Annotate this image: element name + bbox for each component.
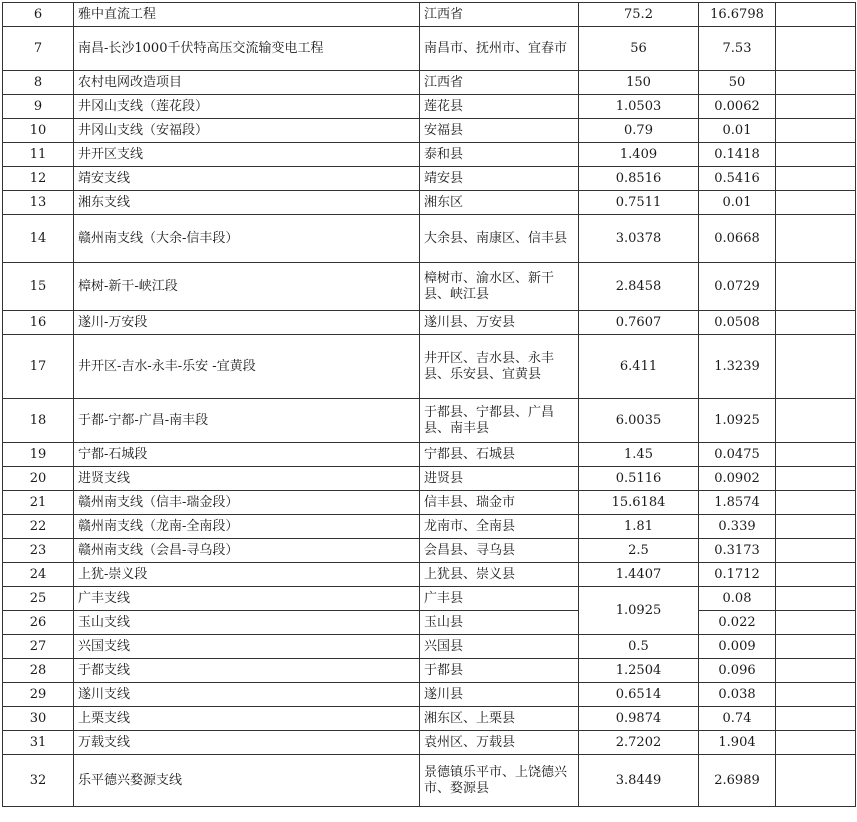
empty-cell — [776, 707, 856, 731]
empty-cell — [776, 683, 856, 707]
empty-cell — [776, 443, 856, 467]
empty-cell — [776, 491, 856, 515]
value-2: 0.022 — [699, 611, 776, 635]
project-area: 于都县、宁都县、广昌县、南丰县 — [420, 399, 579, 443]
row-number: 28 — [3, 659, 74, 683]
project-name: 玉山支线 — [74, 611, 420, 635]
empty-cell — [776, 731, 856, 755]
project-area: 安福县 — [420, 119, 579, 143]
project-name: 进贤支线 — [74, 467, 420, 491]
value-1: 1.409 — [579, 143, 699, 167]
project-area: 江西省 — [420, 71, 579, 95]
table-row — [3, 515, 856, 539]
project-area: 袁州区、万载县 — [420, 731, 579, 755]
value-2: 0.038 — [699, 683, 776, 707]
project-area: 进贤县 — [420, 467, 579, 491]
project-name: 上栗支线 — [74, 707, 420, 731]
row-number: 6 — [3, 3, 74, 27]
value-1: 15.6184 — [579, 491, 699, 515]
table-row — [3, 491, 856, 515]
value-1: 3.0378 — [579, 215, 699, 263]
value-2: 0.1418 — [699, 143, 776, 167]
project-name: 于都-宁都-广昌-南丰段 — [74, 399, 420, 443]
project-area: 玉山县 — [420, 611, 579, 635]
project-area: 于都县 — [420, 659, 579, 683]
row-number: 26 — [3, 611, 74, 635]
value-2: 1.3239 — [699, 335, 776, 399]
table-row — [3, 119, 856, 143]
project-name: 遂川-万安段 — [74, 311, 420, 335]
empty-cell — [776, 119, 856, 143]
value-1: 0.7511 — [579, 191, 699, 215]
project-name: 樟树-新干-峡江段 — [74, 263, 420, 311]
project-area: 江西省 — [420, 3, 579, 27]
value-1: 6.411 — [579, 335, 699, 399]
empty-cell — [776, 539, 856, 563]
table-row — [3, 27, 856, 71]
project-name: 赣州南支线（信丰-瑞金段） — [74, 491, 420, 515]
project-name: 于都支线 — [74, 659, 420, 683]
empty-cell — [776, 611, 856, 635]
empty-cell — [776, 587, 856, 611]
row-number: 23 — [3, 539, 74, 563]
value-1: 1.0503 — [579, 95, 699, 119]
row-number: 32 — [3, 755, 74, 807]
project-area: 上犹县、崇义县 — [420, 563, 579, 587]
empty-cell — [776, 563, 856, 587]
table-row — [3, 167, 856, 191]
value-1: 1.0925 — [579, 587, 699, 635]
empty-cell — [776, 143, 856, 167]
row-number: 25 — [3, 587, 74, 611]
value-2: 7.53 — [699, 27, 776, 71]
table-row — [3, 707, 856, 731]
value-1: 56 — [579, 27, 699, 71]
project-area: 湘东区 — [420, 191, 579, 215]
project-name: 井冈山支线（安福段） — [74, 119, 420, 143]
value-1: 2.8458 — [579, 263, 699, 311]
table-row — [3, 611, 856, 635]
row-number: 16 — [3, 311, 74, 335]
row-number: 30 — [3, 707, 74, 731]
row-number: 7 — [3, 27, 74, 71]
value-2: 0.74 — [699, 707, 776, 731]
value-2: 1.0925 — [699, 399, 776, 443]
project-area: 遂川县、万安县 — [420, 311, 579, 335]
table-row — [3, 563, 856, 587]
project-name: 赣州南支线（大余-信丰段） — [74, 215, 420, 263]
row-number: 24 — [3, 563, 74, 587]
table-row — [3, 191, 856, 215]
empty-cell — [776, 659, 856, 683]
value-1: 0.79 — [579, 119, 699, 143]
row-number: 20 — [3, 467, 74, 491]
value-2: 0.0729 — [699, 263, 776, 311]
project-area: 大余县、南康区、信丰县 — [420, 215, 579, 263]
row-number: 21 — [3, 491, 74, 515]
value-2: 50 — [699, 71, 776, 95]
table-row — [3, 587, 856, 611]
project-name: 兴国支线 — [74, 635, 420, 659]
value-1: 1.2504 — [579, 659, 699, 683]
value-1: 2.5 — [579, 539, 699, 563]
row-number: 10 — [3, 119, 74, 143]
project-area: 会昌县、寻乌县 — [420, 539, 579, 563]
empty-cell — [776, 191, 856, 215]
value-2: 0.01 — [699, 191, 776, 215]
row-number: 22 — [3, 515, 74, 539]
value-2: 0.5416 — [699, 167, 776, 191]
project-name: 南昌-长沙1000千伏特高压交流输变电工程 — [74, 27, 420, 71]
value-1: 75.2 — [579, 3, 699, 27]
table-row — [3, 683, 856, 707]
row-number: 18 — [3, 399, 74, 443]
value-2: 0.0668 — [699, 215, 776, 263]
value-1: 0.9874 — [579, 707, 699, 731]
project-area: 宁都县、石城县 — [420, 443, 579, 467]
empty-cell — [776, 335, 856, 399]
row-number: 19 — [3, 443, 74, 467]
project-name: 广丰支线 — [74, 587, 420, 611]
project-area: 景德镇乐平市、上饶德兴市、婺源县 — [420, 755, 579, 807]
project-name: 农村电网改造项目 — [74, 71, 420, 95]
row-number: 11 — [3, 143, 74, 167]
row-number: 14 — [3, 215, 74, 263]
empty-cell — [776, 263, 856, 311]
empty-cell — [776, 399, 856, 443]
value-1: 150 — [579, 71, 699, 95]
value-1: 0.5116 — [579, 467, 699, 491]
project-area: 井开区、吉水县、永丰县、乐安县、宜黄县 — [420, 335, 579, 399]
value-1: 1.81 — [579, 515, 699, 539]
row-number: 8 — [3, 71, 74, 95]
project-name: 井冈山支线（莲花段） — [74, 95, 420, 119]
table-row — [3, 71, 856, 95]
project-area: 信丰县、瑞金市 — [420, 491, 579, 515]
empty-cell — [776, 27, 856, 71]
value-1: 0.6514 — [579, 683, 699, 707]
table-row — [3, 467, 856, 491]
value-2: 1.8574 — [699, 491, 776, 515]
project-name: 靖安支线 — [74, 167, 420, 191]
table-row — [3, 635, 856, 659]
empty-cell — [776, 95, 856, 119]
value-2: 0.1712 — [699, 563, 776, 587]
project-name: 井开区-吉水-永丰-乐安 -宜黄段 — [74, 335, 420, 399]
value-2: 0.009 — [699, 635, 776, 659]
project-area: 樟树市、渝水区、新干县、峡江县 — [420, 263, 579, 311]
project-name: 万载支线 — [74, 731, 420, 755]
project-name: 井开区支线 — [74, 143, 420, 167]
table-body — [3, 3, 856, 807]
table-row — [3, 731, 856, 755]
value-2: 0.3173 — [699, 539, 776, 563]
empty-cell — [776, 515, 856, 539]
value-1: 0.5 — [579, 635, 699, 659]
project-area: 遂川县 — [420, 683, 579, 707]
row-number: 27 — [3, 635, 74, 659]
project-name: 赣州南支线（龙南-全南段） — [74, 515, 420, 539]
empty-cell — [776, 3, 856, 27]
project-area: 湘东区、上栗县 — [420, 707, 579, 731]
table-row — [3, 755, 856, 807]
row-number: 12 — [3, 167, 74, 191]
table-row — [3, 95, 856, 119]
project-area: 泰和县 — [420, 143, 579, 167]
empty-cell — [776, 71, 856, 95]
project-name: 遂川支线 — [74, 683, 420, 707]
table-row — [3, 263, 856, 311]
table-row — [3, 443, 856, 467]
value-1: 0.8516 — [579, 167, 699, 191]
project-name: 乐平德兴婺源支线 — [74, 755, 420, 807]
row-number: 31 — [3, 731, 74, 755]
value-2: 0.339 — [699, 515, 776, 539]
empty-cell — [776, 167, 856, 191]
value-2: 0.0508 — [699, 311, 776, 335]
project-name: 赣州南支线（会昌-寻乌段） — [74, 539, 420, 563]
table-row — [3, 539, 856, 563]
project-area: 靖安县 — [420, 167, 579, 191]
value-2: 0.08 — [699, 587, 776, 611]
value-2: 0.0902 — [699, 467, 776, 491]
value-2: 1.904 — [699, 731, 776, 755]
row-number: 13 — [3, 191, 74, 215]
row-number: 17 — [3, 335, 74, 399]
project-area: 龙南市、全南县 — [420, 515, 579, 539]
row-number: 29 — [3, 683, 74, 707]
value-2: 16.6798 — [699, 3, 776, 27]
row-number: 15 — [3, 263, 74, 311]
project-table — [2, 2, 856, 807]
empty-cell — [776, 215, 856, 263]
table-row — [3, 3, 856, 27]
value-2: 0.096 — [699, 659, 776, 683]
empty-cell — [776, 755, 856, 807]
project-name: 上犹-崇义段 — [74, 563, 420, 587]
value-2: 0.0475 — [699, 443, 776, 467]
value-1: 0.7607 — [579, 311, 699, 335]
value-2: 0.01 — [699, 119, 776, 143]
project-area: 南昌市、抚州市、宜春市 — [420, 27, 579, 71]
value-1: 1.4407 — [579, 563, 699, 587]
table-row — [3, 399, 856, 443]
value-1: 1.45 — [579, 443, 699, 467]
table-row — [3, 659, 856, 683]
table-row — [3, 215, 856, 263]
project-area: 兴国县 — [420, 635, 579, 659]
project-name: 宁都-石城段 — [74, 443, 420, 467]
value-1: 6.0035 — [579, 399, 699, 443]
table-row — [3, 335, 856, 399]
empty-cell — [776, 467, 856, 491]
table-row — [3, 311, 856, 335]
value-1: 2.7202 — [579, 731, 699, 755]
value-1: 3.8449 — [579, 755, 699, 807]
value-2: 2.6989 — [699, 755, 776, 807]
row-number: 9 — [3, 95, 74, 119]
value-2: 0.0062 — [699, 95, 776, 119]
project-area: 莲花县 — [420, 95, 579, 119]
project-name: 雅中直流工程 — [74, 3, 420, 27]
empty-cell — [776, 311, 856, 335]
project-area: 广丰县 — [420, 587, 579, 611]
empty-cell — [776, 635, 856, 659]
project-name: 湘东支线 — [74, 191, 420, 215]
table-row — [3, 143, 856, 167]
